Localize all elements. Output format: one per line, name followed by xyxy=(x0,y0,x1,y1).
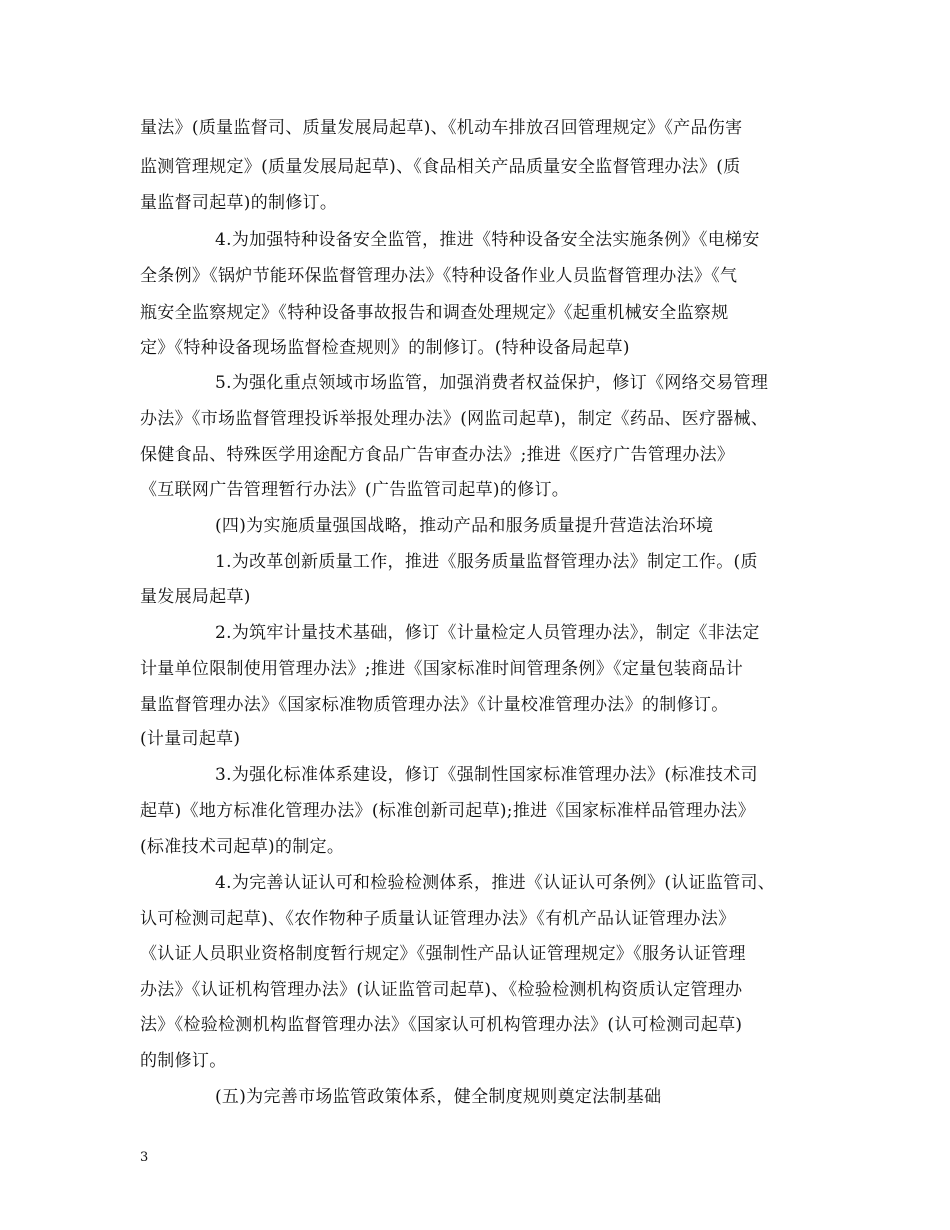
text-line: 的制修订。 xyxy=(140,1051,227,1071)
paragraph-first-line: 4.为加强特种设备安全监管，推进《特种设备安全法实施条例》《电梯安 xyxy=(215,230,760,250)
text-line: 保健食品、特殊医学用途配方食品广告审查办法》;推进《医疗广告管理办法》 xyxy=(140,445,735,465)
text-line: 《认证人员职业资格制度暂行规定》《强制性产品认证管理规定》《服务认证管理 xyxy=(140,944,746,964)
text-line: 监测管理规定》(质量发展局起草)、《食品相关产品质量安全监督管理办法》(质 xyxy=(140,157,741,177)
text-line: (标准技术司起草)的制定。 xyxy=(140,837,345,857)
text-line: 办法》《认证机构管理办法》(认证监管司起草)、《检验检测机构资质认定管理办 xyxy=(140,980,743,1000)
text-line: 办法》《市场监督管理投诉举报处理办法》(网监司起草)，制定《药品、医疗器械、 xyxy=(140,409,769,429)
text-line: 瓶安全监察规定》《特种设备事故报告和调查处理规定》《起重机械安全监察规 xyxy=(140,303,729,323)
text-line: 量发展局起草) xyxy=(140,587,251,607)
section-heading: (五)为完善市场监管政策体系，健全制度规则奠定法制基础 xyxy=(215,1087,662,1107)
text-line: 定》《特种设备现场监督检查规则》的制修订。(特种设备局起草) xyxy=(140,338,630,358)
paragraph-first-line: 4.为完善认证认可和检验检测体系，推进《认证认可条例》(认证监管司、 xyxy=(215,873,776,893)
text-line: 《互联网广告管理暂行办法》(广告监管司起草)的修订。 xyxy=(140,480,570,500)
paragraph-first-line: 1.为改革创新质量工作，推进《服务质量监督管理办法》制定工作。(质 xyxy=(215,552,758,572)
text-line: 认可检测司起草)、《农作物种子质量认证管理办法》《有机产品认证管理办法》 xyxy=(140,909,736,929)
text-line: 量监督管理办法》《国家标准物质管理办法》《计量校准管理办法》的制修订。 xyxy=(140,695,729,715)
paragraph-first-line: 2.为筑牢计量技术基础，修订《计量检定人员管理办法》，制定《非法定 xyxy=(215,623,760,643)
text-line: 量法》(质量监督司、质量发展局起草)、《机动车排放召回管理规定》《产品伤害 xyxy=(140,118,743,138)
paragraph-first-line: 5.为强化重点领域市场监管，加强消费者权益保护，修订《网络交易管理 xyxy=(215,373,769,393)
page-number: 3 xyxy=(140,1150,149,1165)
paragraph-first-line: 3.为强化标准体系建设，修订《强制性国家标准管理办法》(标准技术司 xyxy=(215,765,758,785)
text-line: 全条例》《锅炉节能环保监督管理办法》《特种设备作业人员监督管理办法》《气 xyxy=(140,266,738,286)
text-line: 起草)《地方标准化管理办法》(标准创新司起草);推进《国家标准样品管理办法》 xyxy=(140,801,756,821)
text-line: 量监督司起草)的制修订。 xyxy=(140,193,338,213)
text-line: 计量单位限制使用管理办法》;推进《国家标准时间管理条例》《定量包装商品计 xyxy=(140,659,744,679)
text-line: 法》《检验检测机构监督管理办法》《国家认可机构管理办法》(认可检测司起草) xyxy=(140,1015,743,1035)
text-line: (计量司起草) xyxy=(140,729,241,749)
section-heading: (四)为实施质量强国战略，推动产品和服务质量提升营造法治环境 xyxy=(215,516,714,536)
